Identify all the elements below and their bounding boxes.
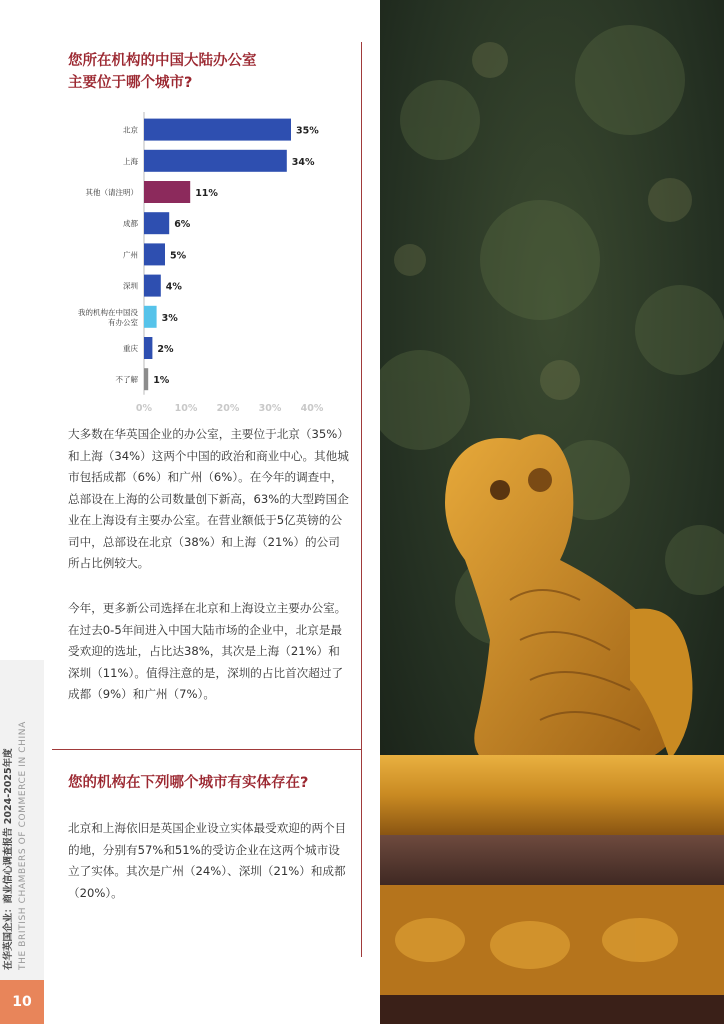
report-running-title [2, 670, 42, 970]
category-label-5: 深圳 [123, 281, 138, 291]
bar-2 [144, 181, 190, 203]
value-label-7: 2% [157, 344, 174, 355]
bar-4 [144, 243, 165, 265]
x-tick-label-2: 20% [216, 402, 240, 414]
question-title-1-line2: 主要位于哪个城市? [68, 75, 193, 91]
x-tick-label-1: 10% [174, 402, 198, 414]
category-label-6-line1: 有办公室 [108, 317, 138, 327]
section1-paragraph-2: 今年，更多新公司选择在北京和上海设立主要办公室。在过去0-5年间进入中国大陆市场的企业中，北京是最受欢迎的选址，占比达38%，其次是上海（21%）和深圳（11%）。值得注意的是，深圳的占比首次超过了成都（9%）和广州（7%）。 [68, 601, 347, 701]
bar-1 [144, 150, 287, 172]
bar-8 [144, 368, 148, 390]
value-label-1: 34% [291, 156, 315, 168]
x-tick-label-3: 30% [258, 402, 282, 414]
category-label-4: 广州 [123, 250, 138, 260]
question-title-2: 您的机构在下列哪个城市有实体存在? [68, 775, 309, 791]
section1-paragraph-1: 大多数在华英国企业的办公室，主要位于北京（35%）和上海（34%）这两个中国的政治和商业中心。其他城市包括成都（6%）和广州（6%）。在今年的调查中，总部设在上海的公司数量创下新高，63%的大型跨国企业在上海设有主要办公室。在营业额低于5亿英镑的公司中，总部设在北京（38%）和上海（21%）的公司所占比例较大。 [68, 427, 349, 570]
value-label-5: 4% [165, 281, 182, 293]
category-label-8: 不了解 [115, 375, 138, 385]
qilin-statue-photo [380, 0, 724, 1024]
report-title-en: THE BRITISH CHAMBERS OF COMMERCE IN CHINA [18, 721, 28, 970]
report-title-cn: 在华英国企业：商业信心调查报告 2024-2025年度 [3, 748, 14, 970]
question-title-1 [68, 50, 257, 94]
value-label-3: 6% [174, 219, 191, 231]
city-office-bar-chart [66, 108, 356, 418]
x-tick-label-4: 40% [300, 402, 324, 414]
column-divider [361, 42, 362, 957]
bar-3 [144, 212, 169, 234]
question-title-1-line1: 您所在机构的中国大陆办公室 [68, 53, 257, 69]
value-label-6: 3% [161, 312, 178, 324]
value-label-8: 1% [153, 375, 170, 387]
category-label-6-line0: 我的机构在中国没 [78, 307, 138, 317]
section2-paragraph: 北京和上海依旧是英国企业设立实体最受欢迎的两个目的地，分别有57%和51%的受访企业在这两个城市设立了实体。其次是广州（24%）、深圳（21%）和成都（20%）。 [68, 821, 347, 900]
page-number: 10 [0, 980, 44, 1024]
category-label-2: 其他（请注明） [85, 188, 138, 197]
category-label-3: 成都 [123, 219, 138, 229]
bar-6 [144, 306, 157, 328]
bar-5 [144, 275, 161, 297]
bar-0 [144, 119, 291, 141]
bar-7 [144, 337, 152, 359]
value-label-0: 35% [296, 125, 319, 137]
qilin-photo-illustration [380, 0, 724, 1024]
category-label-1: 上海 [123, 156, 138, 166]
category-label-7: 重庆 [123, 344, 138, 353]
value-label-4: 5% [170, 250, 187, 262]
value-label-2: 11% [195, 188, 218, 199]
section-divider [52, 749, 362, 750]
category-label-0: 北京 [123, 125, 138, 135]
x-tick-label-0: 0% [135, 402, 153, 414]
